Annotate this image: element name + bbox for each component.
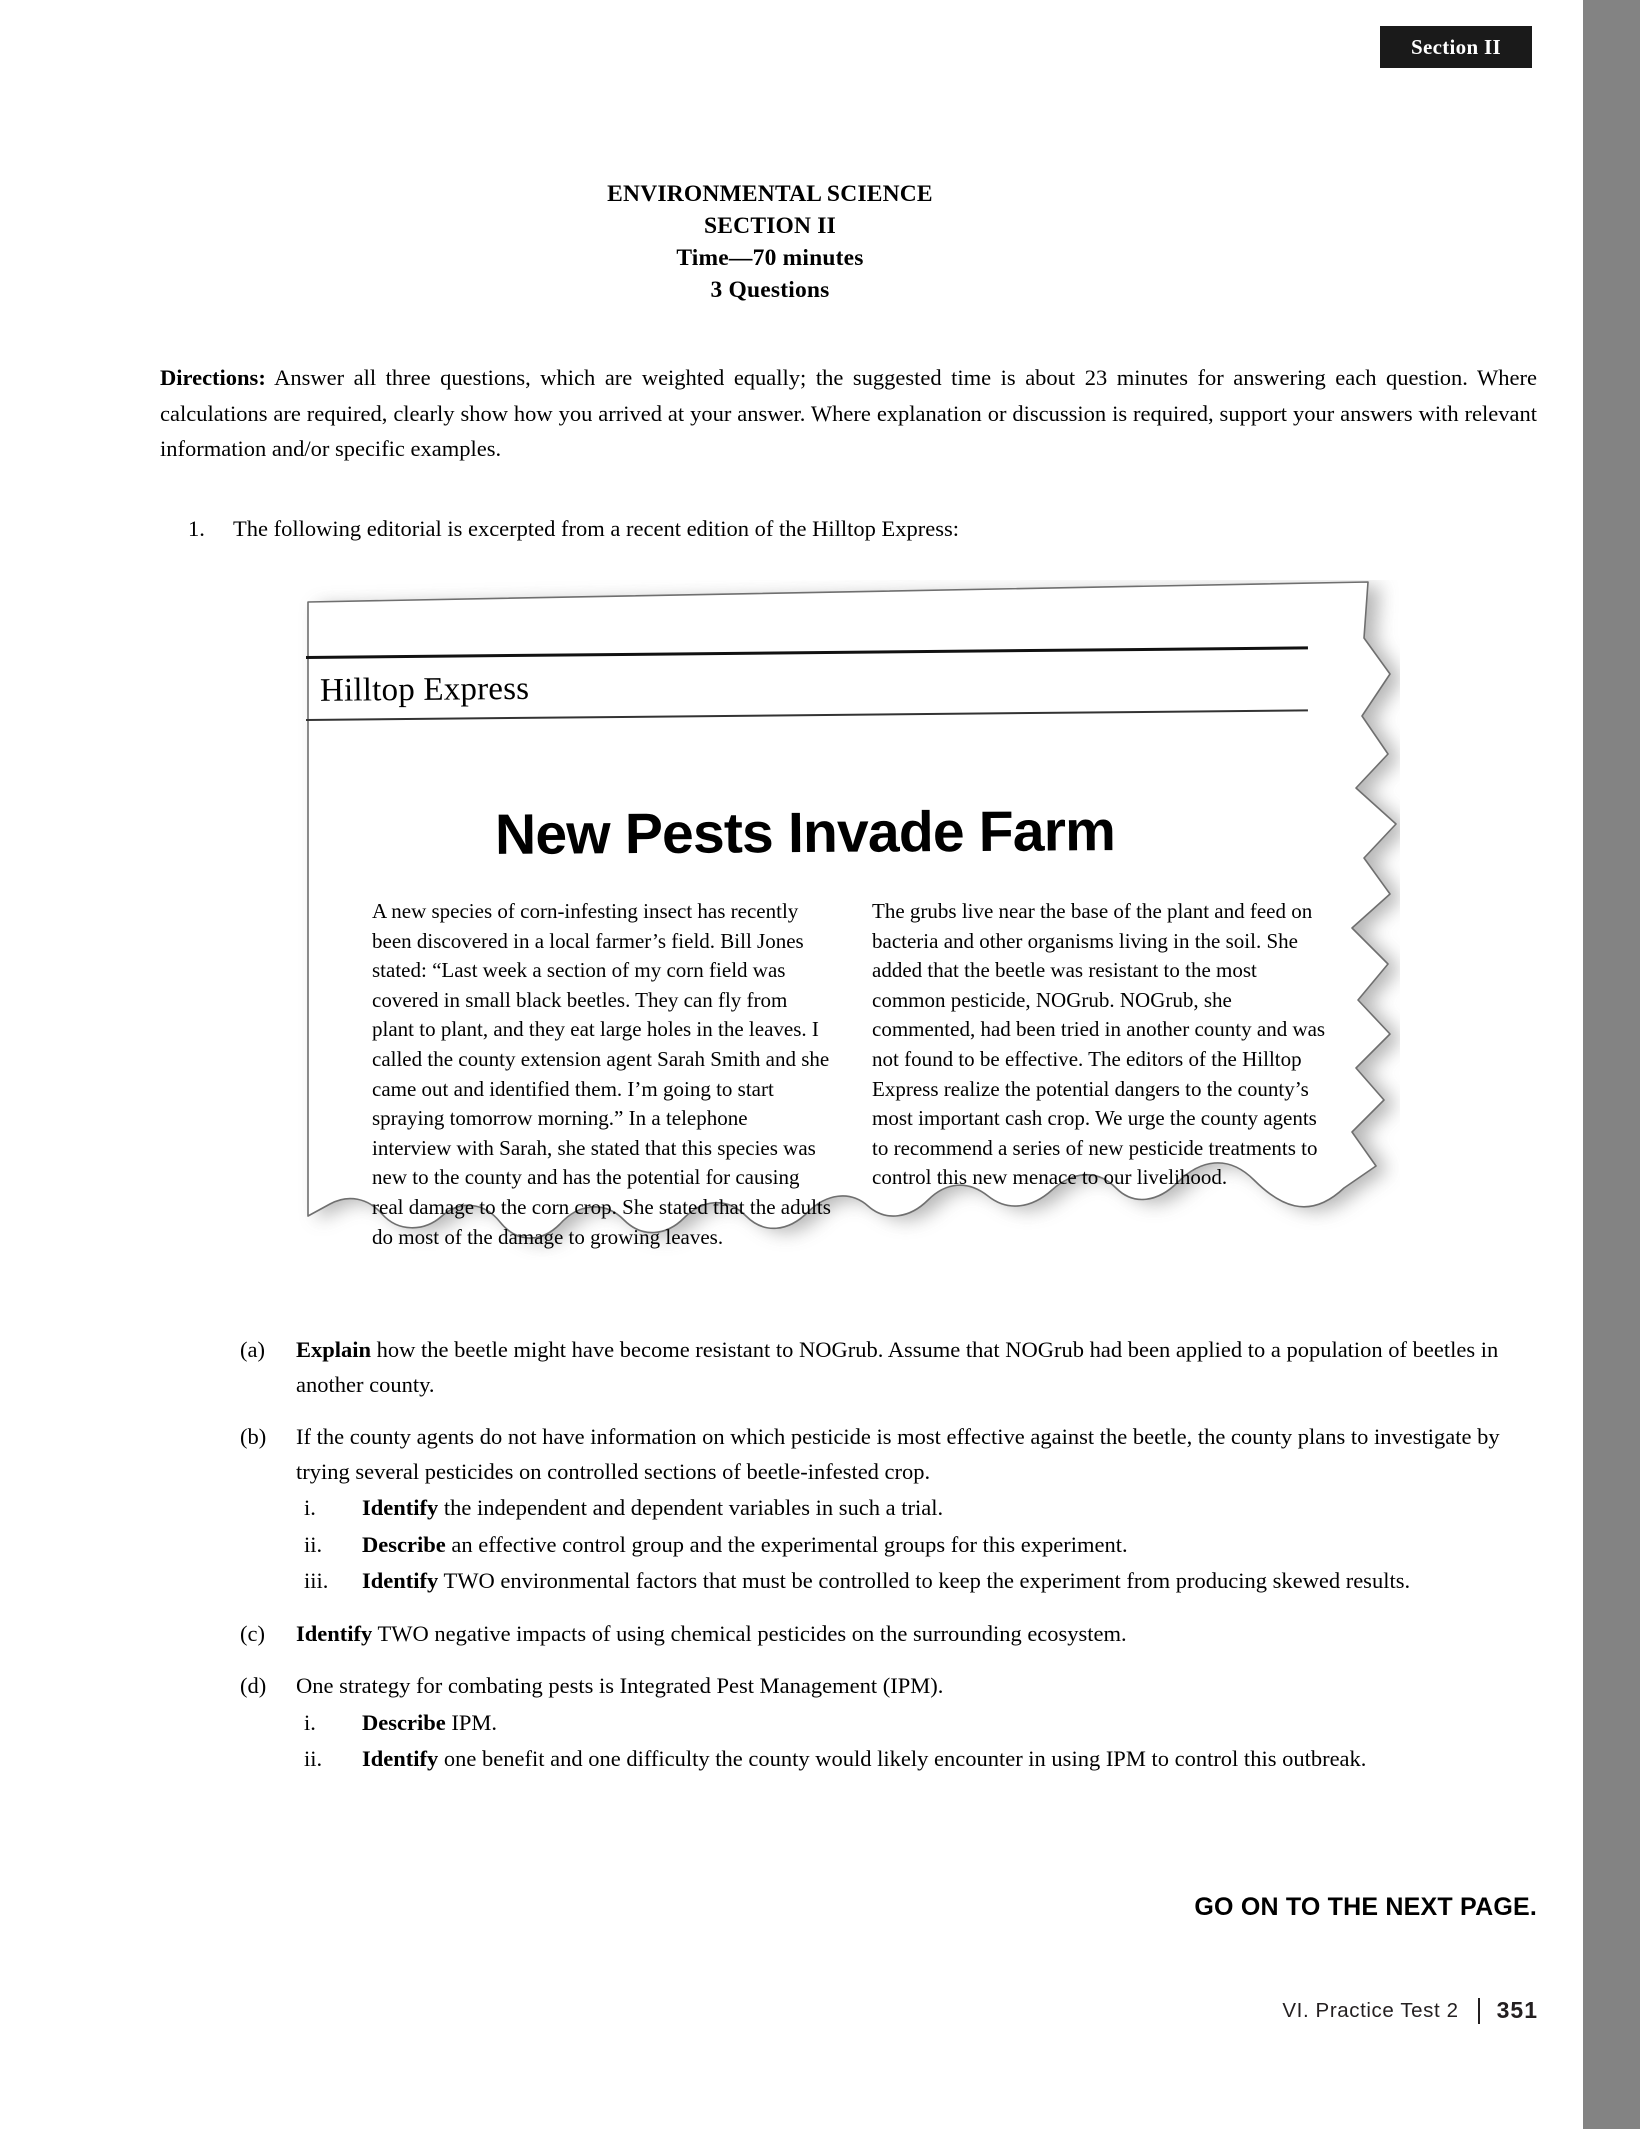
subquestion-d-item-ii-text: one benefit and one difficulty the county would likely encounter in using IPM to control this outbreak. — [438, 1746, 1367, 1771]
article-column-right: The grubs live near the base of the plant and feed on bacteria and other organisms living in the soil. She added that the beetle was resistant to the most common pesticide, NOGrub. NOGrub, she commented, had been tried in another county and was not found to be effective. The editors of the Hilltop Express realize the potential dangers to the county’s most important cash crop. We urge the county agents to recommend a series of new pesticide treatments to control this new menace to our livelihood. — [872, 899, 1326, 1190]
subquestion-d-text: One strategy for combating pests is Integrated Pest Management (IPM). — [296, 1673, 944, 1698]
question-1-number: 1. — [188, 516, 205, 541]
subquestion-b-item-iii — [296, 1564, 1500, 1599]
subquestion-a-text: how the beetle might have become resistant to NOGrub. Assume that NOGrub had been applied to a population of beetles in another county. — [296, 1337, 1499, 1397]
exam-title-line-2: SECTION II — [704, 213, 836, 239]
exam-title-line-4: 3 Questions — [710, 277, 830, 303]
question-1-stem — [188, 512, 1488, 546]
subquestion-a — [240, 1333, 1500, 1402]
article-column-left: A new species of corn-infesting insect has recently been discovered in a local farmer’s field. Bill Jones stated: “Last week a section of my corn field was covered in small black beetles. They can fly from plant to plant, and they eat large holes in the leaves. I called the county extension agent Sarah Smith and she came out and identified them. I’m going to start spraying tomorrow morning.” In a telephone interview with Sarah, she stated that this species was new to the county and has the potential for causing real damage to the corn crop. She stated that the adults do most of the damage to growing leaves. — [372, 899, 831, 1249]
question-1-text: The following editorial is excerpted from a recent edition of the Hilltop Express: — [233, 516, 960, 541]
footer-chapter-label: VI. Practice Test 2 — [1282, 1998, 1459, 2022]
subquestion-c — [240, 1617, 1500, 1652]
newspaper-clipping-figure — [290, 580, 1400, 1260]
section-tab-label: Section II — [1411, 34, 1501, 59]
subquestion-b-item-ii-verb: Describe — [362, 1531, 446, 1557]
subquestion-a-verb: Explain — [296, 1337, 372, 1362]
subquestion-b-text: If the county agents do not have information on which pesticide is most effective against the beetle, the county plans to investigate by trying several pesticides on controlled sections of beetle-infested crop. — [296, 1424, 1500, 1484]
subquestion-b-item-ii-text: an effective control group and the experimental groups for this experiment. — [445, 1531, 1128, 1557]
footer-page-number: 351 — [1496, 1997, 1538, 2023]
subquestion-b-item-ii — [296, 1528, 1500, 1563]
subquestion-d-item-i-verb: Describe — [362, 1709, 446, 1735]
newspaper-content — [290, 580, 1400, 1260]
subquestion-b-item-i-marker: i. — [304, 1495, 316, 1520]
newspaper-headline: New Pests Invade Farm — [494, 799, 1116, 867]
subquestion-d-item-ii-verb: Identify — [362, 1746, 439, 1771]
subquestion-b-item-iii-text: TWO environmental factors that must be controlled to keep the experiment from producing skewed results. — [438, 1568, 1411, 1593]
subquestion-d-body — [296, 1669, 1500, 1777]
subquestion-b-item-i — [296, 1491, 1500, 1526]
subquestion-b-item-ii-marker: ii. — [304, 1531, 323, 1557]
page-edge-gray-strip — [1583, 0, 1640, 2129]
subquestion-b-item-iii-marker: iii. — [304, 1568, 329, 1593]
subquestion-b-body — [296, 1420, 1500, 1599]
exam-heading — [0, 178, 1540, 306]
subquestion-c-verb: Identify — [296, 1620, 373, 1646]
go-on-notice: GO ON TO THE NEXT PAGE. — [1194, 1893, 1537, 1921]
subquestion-b-item-i-verb: Identify — [362, 1495, 439, 1520]
subquestion-d-item-i — [296, 1706, 1500, 1741]
subquestion-b-item-iii-verb: Identify — [362, 1568, 439, 1593]
subquestion-b-marker: (b) — [240, 1424, 267, 1449]
directions-text: Answer all three questions, which are weighted equally; the suggested time is about 23 minutes for answering each question. Where calculations are required, clearly show how you arrived at your answer. Where explanation or discussion is required, support your answers with relevant information and/or specific examples. — [160, 365, 1537, 461]
directions-paragraph — [160, 360, 1537, 467]
section-tab — [1380, 26, 1532, 68]
subquestion-d-item-i-marker: i. — [304, 1709, 316, 1735]
newspaper-name: Hilltop Express — [319, 670, 530, 709]
directions-label: Directions: — [160, 365, 266, 390]
subquestion-a-body — [296, 1333, 1500, 1402]
newspaper-article-columns — [372, 897, 1332, 1252]
exam-title-line-3: Time—70 minutes — [676, 245, 864, 271]
subquestion-a-marker: (a) — [240, 1337, 265, 1362]
subquestion-d-item-i-text: IPM. — [445, 1709, 497, 1735]
exam-title-line-1: ENVIRONMENTAL SCIENCE — [607, 181, 933, 207]
subquestion-d-roman-list — [296, 1706, 1500, 1777]
subquestion-c-body — [296, 1617, 1500, 1652]
subquestion-c-marker: (c) — [240, 1620, 265, 1646]
subquestion-d-marker: (d) — [240, 1673, 267, 1698]
subquestion-b — [240, 1420, 1500, 1599]
subquestion-list — [240, 1333, 1500, 1795]
footer-divider — [1478, 1998, 1480, 2024]
page-footer — [0, 1997, 1538, 2024]
subquestion-d — [240, 1669, 1500, 1777]
subquestion-b-item-i-text: the independent and dependent variables in such a trial. — [438, 1495, 944, 1520]
newspaper-masthead — [306, 656, 1306, 721]
subquestion-d-item-ii-marker: ii. — [304, 1746, 323, 1771]
subquestion-d-item-ii — [296, 1742, 1500, 1777]
subquestion-b-roman-list — [296, 1491, 1500, 1599]
subquestion-c-text: TWO negative impacts of using chemical pesticides on the surrounding ecosystem. — [372, 1620, 1127, 1646]
